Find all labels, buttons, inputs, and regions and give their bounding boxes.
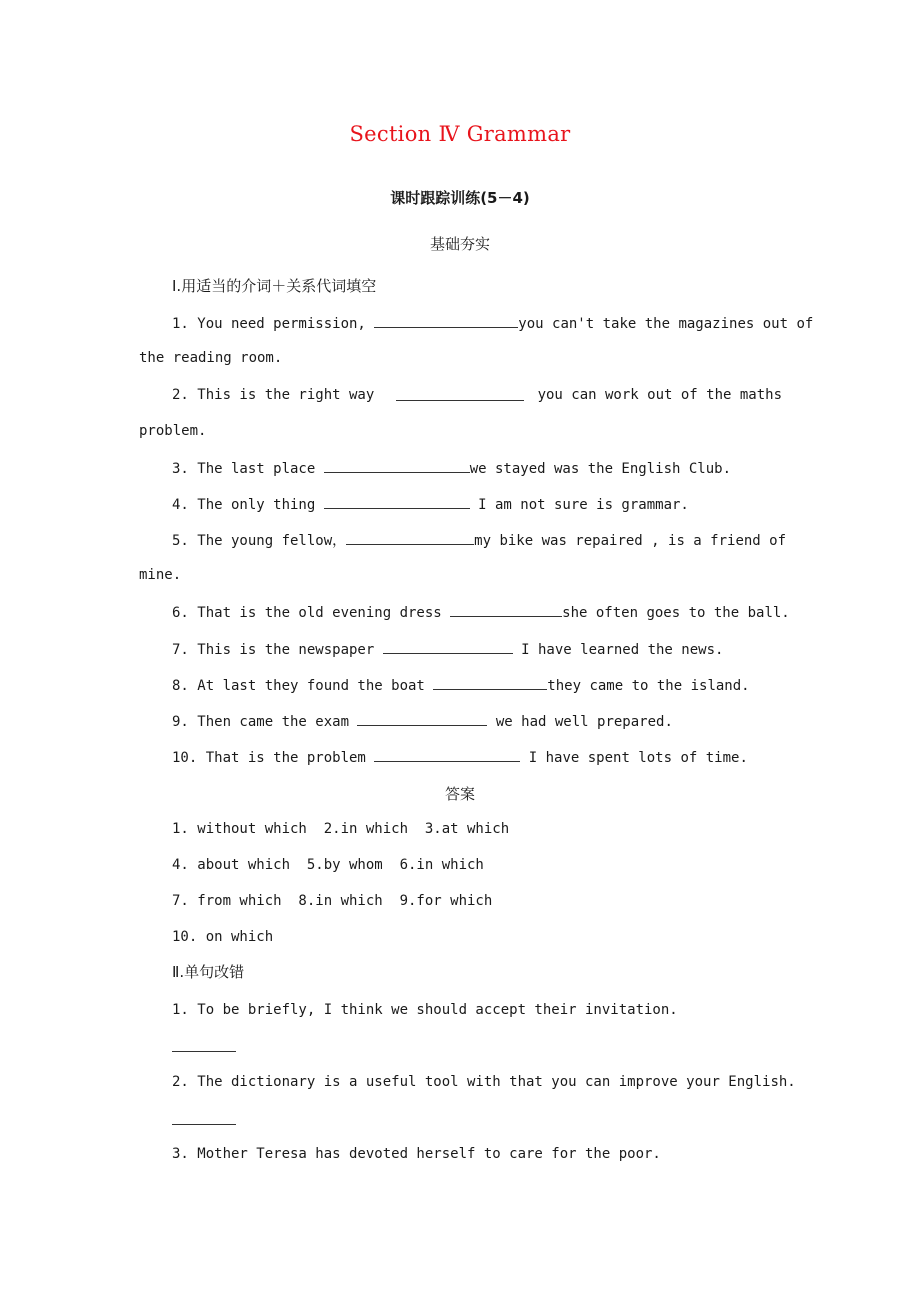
answer-blank-4[interactable] xyxy=(324,494,470,509)
question-9: 9. Then came the exam we had well prepared. xyxy=(172,711,673,731)
question-1: 1. You need permission, you can't take the magazines out of xyxy=(172,313,813,333)
answer-blank-6[interactable] xyxy=(450,602,562,617)
correction-blank-1[interactable] xyxy=(172,1037,236,1052)
answer-blank-3[interactable] xyxy=(324,458,470,473)
question-8: 8. At last they found the boat they came to the island. xyxy=(172,675,750,695)
question-7: 7. This is the newspaper I have learned the news. xyxy=(172,639,723,659)
question-6: 6. That is the old evening dress she often goes to the ball. xyxy=(172,602,790,622)
answer-blank-1[interactable] xyxy=(374,313,518,328)
answer-line-2: 4. about which 5.by whom 6.in which xyxy=(172,857,484,873)
page-title: Section Ⅳ Grammar xyxy=(349,122,571,146)
question-4: 4. The only thing I am not sure is grammar. xyxy=(172,494,689,514)
answer-line-1: 1. without which 2.in which 3.at which xyxy=(172,821,510,837)
question-1-continued: the reading room. xyxy=(139,350,283,366)
part2-heading: Ⅱ.单句改错 xyxy=(172,963,245,981)
answer-blank-5[interactable] xyxy=(346,530,474,545)
correction-blank-2[interactable] xyxy=(172,1110,236,1125)
level-heading: 基础夯实 xyxy=(429,235,490,253)
answers-heading: 答案 xyxy=(444,785,475,803)
answer-blank-7[interactable] xyxy=(383,639,513,654)
answer-blank-8[interactable] xyxy=(433,675,547,690)
correction-question-1: 1. To be briefly, I think we should accept their invitation. xyxy=(172,1002,678,1018)
question-2: 2. This is the right way you can work out of the maths xyxy=(172,387,782,403)
question-3: 3. The last place we stayed was the English Club. xyxy=(172,458,731,478)
answer-blank-9[interactable] xyxy=(357,711,487,726)
answer-line-3: 7. from which 8.in which 9.for which xyxy=(172,893,493,909)
exercise-subtitle: 课时跟踪训练(5－4) xyxy=(390,189,530,207)
answer-blank-10[interactable] xyxy=(374,747,520,762)
question-2-continued: problem. xyxy=(139,423,207,439)
question-10: 10. That is the problem I have spent lots of time. xyxy=(172,747,748,767)
answer-blank-2[interactable] xyxy=(396,386,524,401)
correction-question-2: 2. The dictionary is a useful tool with that you can improve your English. xyxy=(172,1074,796,1090)
answer-line-4: 10. on which xyxy=(172,929,274,945)
question-5-continued: mine. xyxy=(139,567,182,583)
correction-question-3: 3. Mother Teresa has devoted herself to care for the poor. xyxy=(172,1146,661,1162)
part1-heading: Ⅰ.用适当的介词＋关系代词填空 xyxy=(172,277,377,295)
question-5: 5. The young fellow， my bike was repaired , is a friend of xyxy=(172,530,786,550)
